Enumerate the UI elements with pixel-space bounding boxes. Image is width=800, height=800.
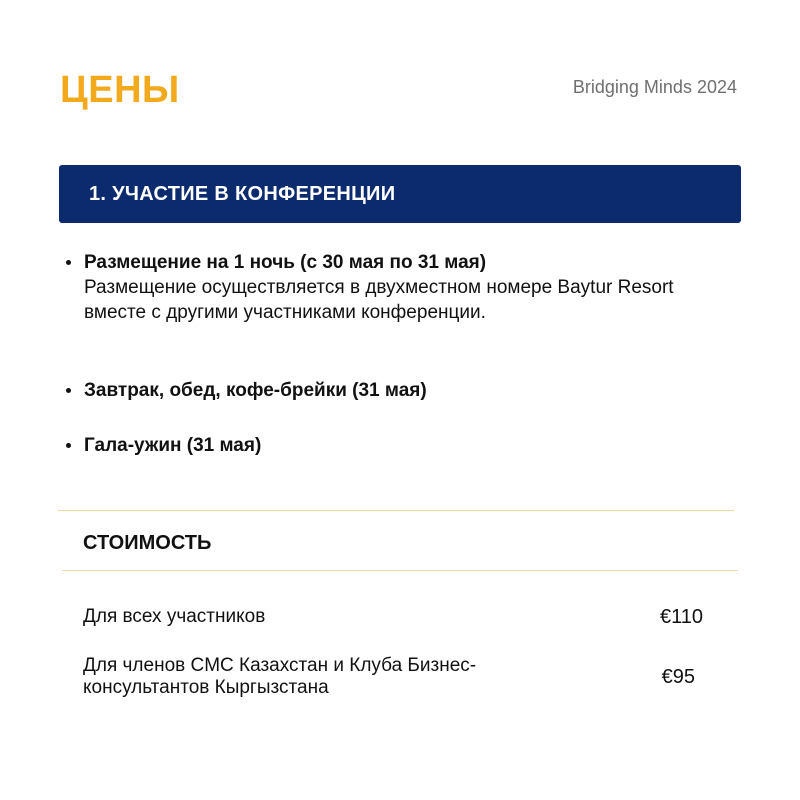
section-banner [59,165,741,223]
brand-label: Bridging Minds 2024 [572,77,737,97]
item-title: Размещение на 1 ночь (с 30 мая по 31 мая) [84,252,487,273]
page-title: ЦЕНЫ [60,69,180,111]
price-label: Для членов CMC Казахстан и Клуба Бизнес-консультантов Кыргызстана [83,655,477,698]
cost-heading: СТОИМОСТЬ [83,532,212,554]
list-item [64,433,724,458]
price-value: €110 [659,606,703,628]
price-label: Для всех участников [83,606,266,627]
price-value: €95 [661,666,695,688]
list-item [64,378,724,403]
item-title: Гала-ужин (31 мая) [84,435,262,456]
item-description: Размещение осуществляется в двухместном номере Baytur Resort вместе с другими участниками конференции. [84,277,674,323]
list-item [64,250,724,325]
item-title: Завтрак, обед, кофе-брейки (31 мая) [84,380,427,401]
section-title: 1. УЧАСТИЕ В КОНФЕРЕНЦИИ [89,182,396,205]
divider-top [58,510,734,511]
divider-bottom [62,570,738,571]
